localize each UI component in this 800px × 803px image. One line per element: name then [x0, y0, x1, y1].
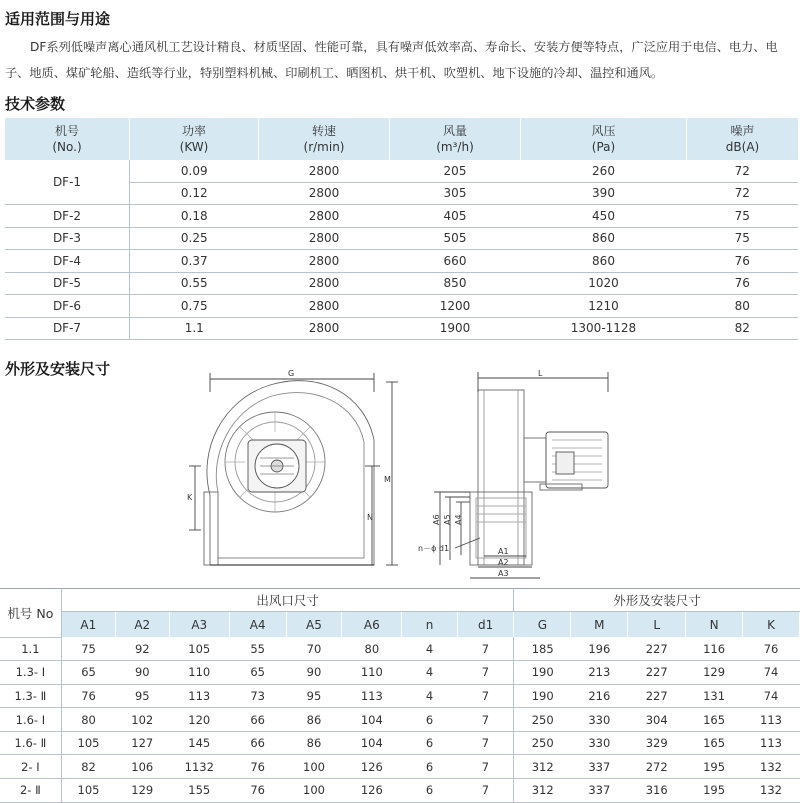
spec-speed-cell: 2800	[259, 295, 390, 318]
dim-label-A5: A5	[443, 514, 452, 525]
dimension-value-cell: 4	[402, 661, 458, 685]
dimension-value-cell: 126	[342, 779, 402, 803]
spec-header-title: 机号	[54, 124, 79, 138]
dimension-value-cell: 250	[514, 731, 571, 755]
dimension-value-cell: 66	[229, 731, 286, 755]
spec-header-unit: (r/min)	[303, 140, 345, 154]
spec-header-unit: (KW)	[179, 140, 209, 154]
dimension-value-cell: 6	[402, 755, 458, 779]
spec-header-title: 风压	[591, 124, 616, 138]
side-view-drawing	[434, 372, 608, 578]
dimension-value-cell: 82	[61, 755, 115, 779]
dim-label-G: G	[288, 369, 295, 378]
dimension-value-cell: 216	[571, 684, 628, 708]
dimension-value-cell: 312	[514, 755, 571, 779]
dimension-model-cell: 2- Ⅱ	[0, 779, 61, 803]
spec-header-cell	[5, 118, 130, 160]
dimension-model-cell: 1.1	[0, 637, 61, 661]
spec-power-cell: 0.75	[130, 295, 259, 318]
dimension-column-header: M	[571, 612, 628, 638]
dimension-value-cell: 7	[457, 684, 514, 708]
spec-header-unit: (m³/h)	[436, 140, 474, 154]
spec-pressure-cell: 860	[521, 250, 687, 273]
dimension-column-header: A5	[286, 612, 342, 638]
dimension-value-cell: 105	[169, 637, 229, 661]
dimension-value-cell: 185	[514, 637, 571, 661]
dimension-value-cell: 272	[628, 755, 686, 779]
spec-noise-cell: 72	[687, 182, 799, 205]
spec-row	[5, 295, 798, 318]
fan-drawing	[0, 360, 800, 588]
dimension-value-cell: 4	[402, 637, 458, 661]
dim-label-N: N	[367, 513, 373, 522]
spec-header-cell	[390, 118, 521, 160]
dimension-value-cell: 165	[686, 731, 743, 755]
dimension-value-cell: 165	[686, 708, 743, 732]
dim-label-A2: A2	[498, 558, 509, 567]
spec-header-title: 功率	[181, 124, 206, 138]
front-view-drawing	[189, 373, 398, 565]
dimension-value-cell: 129	[686, 661, 743, 685]
dimension-value-cell: 66	[229, 708, 286, 732]
spec-flow-cell: 1900	[390, 317, 521, 340]
dim-label-K: K	[187, 493, 193, 502]
spec-model-cell: DF-7	[5, 317, 130, 340]
usage-heading: 适用范围与用途	[5, 10, 111, 28]
spec-speed-cell: 2800	[259, 205, 390, 228]
spec-header-title: 转速	[311, 124, 336, 138]
dimension-value-cell: 86	[286, 708, 342, 732]
spec-noise-cell: 76	[687, 250, 799, 273]
dimension-value-cell: 6	[402, 731, 458, 755]
dimension-value-cell: 304	[628, 708, 686, 732]
dimension-value-cell: 113	[743, 708, 800, 732]
dim-label-A6: A6	[432, 514, 441, 525]
dimension-value-cell: 95	[286, 684, 342, 708]
spec-model-cell: DF-6	[5, 295, 130, 318]
dimension-value-cell: 6	[402, 779, 458, 803]
spec-flow-cell: 850	[390, 272, 521, 295]
spec-flow-cell: 305	[390, 182, 521, 205]
dimension-value-cell: 195	[686, 779, 743, 803]
dimension-value-cell: 86	[286, 731, 342, 755]
dimension-value-cell: 110	[342, 661, 402, 685]
spec-header-unit: (Pa)	[591, 140, 616, 154]
dim-label-L: L	[538, 369, 543, 378]
drawing-heading: 外形及安装尺寸	[5, 360, 111, 378]
dimension-value-cell: 76	[61, 684, 115, 708]
dimension-value-cell: 132	[743, 779, 800, 803]
dimension-model-cell: 1.6- Ⅰ	[0, 708, 61, 732]
dimension-value-cell: 113	[169, 684, 229, 708]
dimension-row	[0, 637, 800, 661]
dimension-value-cell: 70	[286, 637, 342, 661]
spec-heading: 技术参数	[5, 95, 66, 113]
dimension-value-cell: 102	[115, 708, 169, 732]
dimension-value-cell: 213	[571, 661, 628, 685]
dimension-value-cell: 337	[571, 755, 628, 779]
dimension-value-cell: 132	[743, 755, 800, 779]
dimension-value-cell: 110	[169, 661, 229, 685]
spec-header-row	[5, 118, 798, 160]
dimension-value-cell: 190	[514, 661, 571, 685]
dimension-row	[0, 661, 800, 685]
dimension-model-cell: 2- Ⅰ	[0, 755, 61, 779]
dimension-value-cell: 116	[686, 637, 743, 661]
dimension-value-cell: 227	[628, 684, 686, 708]
spec-power-cell: 0.55	[130, 272, 259, 295]
dimension-value-cell: 76	[229, 755, 286, 779]
spec-pressure-cell: 1210	[521, 295, 687, 318]
spec-row	[5, 317, 798, 340]
dimension-value-cell: 127	[115, 731, 169, 755]
spec-pressure-cell: 1300-1128	[521, 317, 687, 340]
dimension-model-cell: 1.3- Ⅰ	[0, 661, 61, 685]
dim-label-A4: A4	[454, 514, 463, 525]
spec-row	[5, 205, 798, 228]
dimension-value-cell: 55	[229, 637, 286, 661]
dimension-value-cell: 76	[743, 637, 800, 661]
model-number-header: 机号 No	[0, 589, 61, 638]
dimension-column-header: A4	[229, 612, 286, 638]
spec-noise-cell: 72	[687, 160, 799, 182]
dimension-model-cell: 1.6- Ⅱ	[0, 731, 61, 755]
dimension-column-header: A1	[61, 612, 115, 638]
spec-model-cell: DF-1	[5, 160, 130, 205]
dimension-value-cell: 113	[342, 684, 402, 708]
outlet-dimension-header: 出风口尺寸	[61, 589, 514, 612]
dimension-value-cell: 129	[115, 779, 169, 803]
spec-speed-cell: 2800	[259, 227, 390, 250]
spec-model-cell: DF-2	[5, 205, 130, 228]
spec-header-unit: dB(A)	[725, 140, 760, 154]
spec-noise-cell: 76	[687, 272, 799, 295]
dimension-column-header: G	[514, 612, 571, 638]
dimension-row	[0, 731, 800, 755]
spec-pressure-cell: 1020	[521, 272, 687, 295]
dimension-value-cell: 92	[115, 637, 169, 661]
dimension-value-cell: 227	[628, 661, 686, 685]
dimension-value-cell: 104	[342, 731, 402, 755]
dim-label-A3: A3	[498, 569, 509, 578]
dimension-value-cell: 106	[115, 755, 169, 779]
usage-paragraph: DF系列低噪声离心通风机工艺设计精良、材质坚固、性能可靠，具有噪声低效率高、寿命长、安装方便等特点，广泛应用于电信、电力、电子、地质、煤矿轮船、造纸等行业，特别塑料机械、印刷机工、晒图机、烘干机、吹塑机、地下设施的冷却、温控和通风。	[5, 40, 778, 80]
dimension-column-header: L	[628, 612, 686, 638]
spec-noise-cell: 82	[687, 317, 799, 340]
dimension-value-cell: 95	[115, 684, 169, 708]
spec-header-cell	[130, 118, 259, 160]
spec-row	[5, 160, 798, 182]
dimension-value-cell: 74	[743, 661, 800, 685]
dimension-row	[0, 755, 800, 779]
dimension-value-cell: 65	[61, 661, 115, 685]
dimension-row	[0, 684, 800, 708]
dimension-value-cell: 227	[628, 637, 686, 661]
dimension-value-cell: 90	[115, 661, 169, 685]
dimension-value-cell: 330	[571, 731, 628, 755]
spec-flow-cell: 405	[390, 205, 521, 228]
spec-model-cell: DF-4	[5, 250, 130, 273]
dimension-value-cell: 75	[61, 637, 115, 661]
dimension-value-cell: 100	[286, 755, 342, 779]
dimension-value-cell: 1132	[169, 755, 229, 779]
spec-table	[5, 118, 798, 340]
spec-pressure-cell: 450	[521, 205, 687, 228]
dimension-column-header: d1	[457, 612, 514, 638]
dim-label-A1: A1	[498, 547, 509, 556]
dimension-value-cell: 195	[686, 755, 743, 779]
spec-flow-cell: 1200	[390, 295, 521, 318]
spec-noise-cell: 75	[687, 205, 799, 228]
dimension-row	[0, 779, 800, 803]
dimension-column-header: A6	[342, 612, 402, 638]
dimension-value-cell: 80	[342, 637, 402, 661]
dimension-value-cell: 126	[342, 755, 402, 779]
spec-speed-cell: 2800	[259, 272, 390, 295]
overall-dimension-header: 外形及安装尺寸	[514, 589, 800, 612]
dimension-value-cell: 65	[229, 661, 286, 685]
dimension-column-header: A3	[169, 612, 229, 638]
spec-noise-cell: 75	[687, 227, 799, 250]
dimension-value-cell: 120	[169, 708, 229, 732]
spec-speed-cell: 2800	[259, 317, 390, 340]
dimension-row	[0, 708, 800, 732]
dimension-value-cell: 337	[571, 779, 628, 803]
spec-model-cell: DF-3	[5, 227, 130, 250]
spec-row	[5, 272, 798, 295]
dimension-value-cell: 196	[571, 637, 628, 661]
spec-power-cell: 1.1	[130, 317, 259, 340]
spec-power-cell: 0.09	[130, 160, 259, 182]
dimension-column-header: A2	[115, 612, 169, 638]
dimension-value-cell: 7	[457, 637, 514, 661]
dimension-value-cell: 330	[571, 708, 628, 732]
dimension-value-cell: 155	[169, 779, 229, 803]
spec-pressure-cell: 390	[521, 182, 687, 205]
dim-label-M: M	[384, 475, 391, 484]
dimension-column-header: K	[743, 612, 800, 638]
dimension-table	[0, 588, 800, 803]
dimension-value-cell: 7	[457, 779, 514, 803]
dimension-value-cell: 329	[628, 731, 686, 755]
dimension-value-cell: 80	[61, 708, 115, 732]
dimension-value-cell: 6	[402, 708, 458, 732]
spec-header-title: 风量	[442, 124, 467, 138]
dimension-value-cell: 250	[514, 708, 571, 732]
dimension-value-cell: 76	[229, 779, 286, 803]
dimension-column-header: n	[402, 612, 458, 638]
spec-model-cell: DF-5	[5, 272, 130, 295]
spec-power-cell: 0.12	[130, 182, 259, 205]
dimension-value-cell: 105	[61, 779, 115, 803]
dimension-value-cell: 7	[457, 661, 514, 685]
dimension-value-cell: 131	[686, 684, 743, 708]
spec-row	[5, 227, 798, 250]
spec-power-cell: 0.25	[130, 227, 259, 250]
spec-speed-cell: 2800	[259, 160, 390, 182]
spec-header-cell	[521, 118, 687, 160]
spec-speed-cell: 2800	[259, 182, 390, 205]
dimension-value-cell: 7	[457, 708, 514, 732]
dimension-value-cell: 73	[229, 684, 286, 708]
dimension-value-cell: 312	[514, 779, 571, 803]
spec-header-unit: (No.)	[52, 140, 82, 154]
dimension-value-cell: 190	[514, 684, 571, 708]
spec-header-title: 噪声	[730, 124, 755, 138]
dimension-value-cell: 7	[457, 755, 514, 779]
dimension-value-cell: 105	[61, 731, 115, 755]
spec-header-cell	[687, 118, 799, 160]
spec-pressure-cell: 860	[521, 227, 687, 250]
dimension-model-cell: 1.3- Ⅱ	[0, 684, 61, 708]
spec-noise-cell: 80	[687, 295, 799, 318]
dimension-value-cell: 90	[286, 661, 342, 685]
dimension-column-header: N	[686, 612, 743, 638]
dimension-value-cell: 100	[286, 779, 342, 803]
dimension-value-cell: 113	[743, 731, 800, 755]
spec-row	[5, 250, 798, 273]
dim-label-holes: n－ϕ d1	[418, 544, 450, 553]
dimension-value-cell: 4	[402, 684, 458, 708]
dimension-value-cell: 104	[342, 708, 402, 732]
dimension-value-cell: 7	[457, 731, 514, 755]
spec-speed-cell: 2800	[259, 250, 390, 273]
spec-power-cell: 0.18	[130, 205, 259, 228]
dimension-value-cell: 145	[169, 731, 229, 755]
spec-flow-cell: 205	[390, 160, 521, 182]
dimension-value-cell: 316	[628, 779, 686, 803]
spec-header-cell	[259, 118, 390, 160]
spec-power-cell: 0.37	[130, 250, 259, 273]
spec-pressure-cell: 260	[521, 160, 687, 182]
spec-flow-cell: 660	[390, 250, 521, 273]
spec-flow-cell: 505	[390, 227, 521, 250]
dimension-value-cell: 74	[743, 684, 800, 708]
